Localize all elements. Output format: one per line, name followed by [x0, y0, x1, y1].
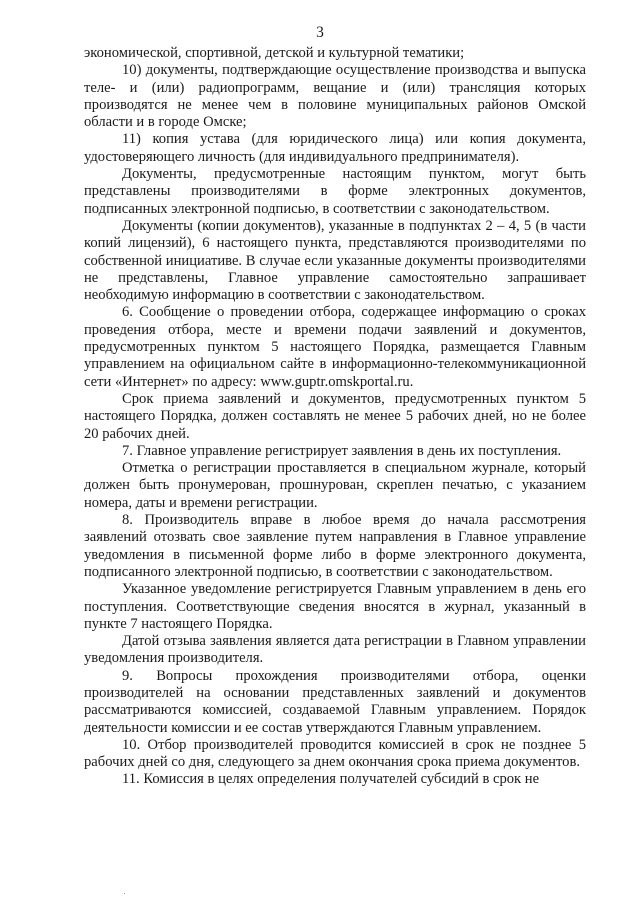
paragraph-1-continuation: экономической, спортивной, детской и культурной тематики;: [84, 45, 465, 61]
paragraph-section-9: 9. Вопросы прохождения производителями отбора, оценки производителей на основании представленных заявлений и документов рассматриваются комиссией, создаваемой Главным управлением. Порядок деятельности комиссии и ее состав утверждаются Главным управлением.: [84, 667, 586, 736]
paragraph-section-10: 10. Отбор производителей проводится комиссией в срок не позднее 5 рабочих дней со дня, следующего за днем окончания срока приема документов.: [84, 736, 586, 771]
scan-speck: [124, 893, 125, 894]
document-body: [84, 45, 586, 789]
paragraph-section-11: 11. Комиссия в целях определения получателей субсидий в срок не: [122, 771, 540, 788]
paragraph-withdrawal-date: Датой отзыва заявления является дата регистрации в Главном управлении уведомления производителя.: [84, 633, 586, 667]
paragraph-item-11: 11) копия устава (для юридического лица) или копия документа, удостоверяющего личность (для индивидуального предпринимателя).: [84, 131, 586, 165]
paragraph-electronic-documents: Документы, предусмотренные настоящим пунктом, могут быть представлены производителями в форме электронных документов, подписанных электронной подписью, в соответствии с законодательством.: [84, 166, 586, 217]
paragraph-registration-journal: Отметка о регистрации проставляется в специальном журнале, который должен быть пронумерован, прошнурован, скреплен печатью, с указанием номера, даты и времени регистрации.: [84, 460, 586, 511]
paragraph-submission-period: Срок приема заявлений и документов, предусмотренных пунктом 5 настоящего Порядка, должен составлять не менее 5 рабочих дней, но не более 20 рабочих дней.: [84, 390, 586, 442]
paragraph-notice-registration: Указанное уведомление регистрируется Главным управлением в день его поступления. Соответствующие сведения вносятся в журнал, указанный в пункте 7 настоящего Порядка.: [84, 581, 586, 632]
page-number: 3: [316, 24, 324, 41]
paragraph-section-7: 7. Главное управление регистрирует заявления в день их поступления.: [122, 442, 562, 459]
paragraph-section-6: 6. Сообщение о проведении отбора, содержащее информацию о сроках проведения отбора, месте и времени подачи заявлений и документов, предусмотренных пунктом 5 настоящего Порядка, размещается Главным управлением на официальном сайте в информационно-телекоммуникационной сети «Интернет» по адресу: www.guptr.omskportal.ru.: [84, 304, 586, 390]
paragraph-section-8: 8. Производитель вправе в любое время до начала рассмотрения заявлений отозвать свое заявление путем направления в Главное управление уведомления в письменной форме либо в форме электронного документа, подписанного электронной подписью, в соответствии с законодательством.: [84, 512, 586, 580]
paragraph-item-10: 10) документы, подтверждающие осуществление производства и выпуска теле- и (или) радиопрограмм, вещание и (или) трансляция которых производятся не менее чем в половине муниципальных районов Омской области и в городе Омске;: [84, 62, 586, 131]
paragraph-own-initiative: Документы (копии документов), указанные в подпунктах 2 – 4, 5 (в части копий лицензий), 6 настоящего пункта, представляются производителями по собственной инициативе. В случае если указанные документы производителями не представлены, Главное управление самостоятельно запрашивает необходимую информацию в соответствии с законодательством.: [84, 217, 586, 304]
